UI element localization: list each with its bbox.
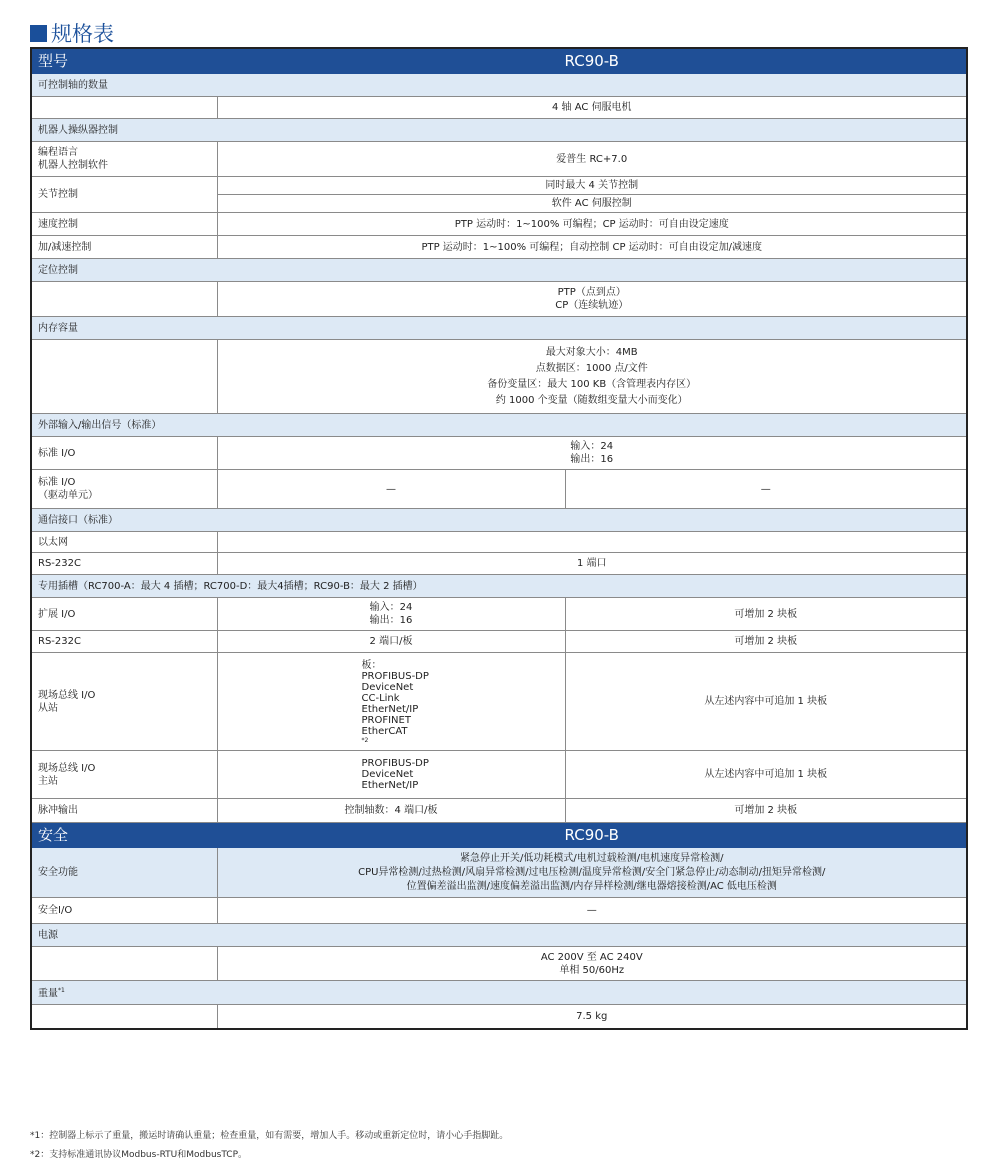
row-value: 从左述内容中可追加 1 块板 [565,653,967,751]
row-value: 控制轴数：4 端口/板 [217,799,565,823]
row-label: 关节控制 [31,177,217,213]
section-title [31,981,967,1005]
row-value: — [217,898,967,924]
row-value: 从左述内容中可追加 1 块板 [565,751,967,799]
label-line: 编程语言 [38,147,78,158]
value-line: 约 1000 个变量（随数组变量大小而变化） [495,394,688,406]
value-line: CC-Link [361,692,400,704]
row-label: 标准 I/O [31,437,217,470]
row-label: RS-232C [31,631,217,653]
value-line: EtherNet/IP [361,780,419,791]
page-title-text: 规格表 [51,22,114,46]
table-row [31,532,967,553]
table-row [31,177,967,195]
label-line: 标准 I/O [38,477,76,488]
table-row [31,282,967,317]
table-row [31,799,967,823]
row-value: 软件 AC 伺服控制 [217,195,967,213]
value-line: 备份变量区：最大 100 KB（含管理表内存区） [487,378,697,390]
row-value: 1 端口 [217,553,967,575]
label-line: 机器人控制软件 [38,160,108,171]
label-line: 现场总线 I/O [38,762,96,774]
value-line: CPU异常检测/过热检测/风扇异常检测/过电压检测/温度异常检测/安全门紧急停止/动态制动/扭矩异常检测/ [358,866,826,878]
table-row [31,848,967,898]
row-value: 可增加 2 块板 [565,598,967,631]
model-value: RC90-B [217,48,967,74]
section-row-axes [31,74,967,97]
row-value: 可增加 2 块板 [565,799,967,823]
section-title: 定位控制 [31,259,967,282]
value-line: EtherCAT [361,725,408,737]
row-value [217,598,565,631]
row-value [217,653,565,751]
row-value: — [217,470,565,509]
weight-title: 重量 [38,988,58,1000]
row-label: 速度控制 [31,213,217,236]
section-row-comm [31,509,967,532]
label-line: 现场总线 I/O [38,689,96,701]
table-row [31,470,967,509]
section-row-manipulator [31,119,967,142]
table-row [31,437,967,470]
section-title: 专用插槽（RC700-A：最大 4 插槽；RC700-D：最大4插槽；RC90-B：最大 2 插槽） [31,575,967,598]
row-label [31,653,217,751]
section-row-slots [31,575,967,598]
row-value [217,532,967,553]
row-label [31,751,217,799]
row-value: 4 轴 AC 伺服电机 [217,97,967,119]
section-title: 机器人操纵器控制 [31,119,967,142]
section-title: 内存容量 [31,317,967,340]
table-row [31,142,967,177]
table-row [31,1005,967,1029]
section-title: 外部输入/输出信号（标准） [31,414,967,437]
row-value: 7.5 kg [217,1005,967,1029]
row-value: PTP 运动时：1~100% 可编程；自动控制 CP 运动时：可自由设定加/减速度 [217,236,967,259]
value-line: PROFINET [361,714,411,726]
value-line: DeviceNet [361,769,414,780]
table-header-row [31,48,967,74]
row-value [217,437,967,470]
row-label: RS-232C [31,553,217,575]
section-title: 通信接口（标准） [31,509,967,532]
row-label: 扩展 I/O [31,598,217,631]
square-bullet-icon [30,25,47,42]
value-line: 位置偏差溢出监测/速度偏差溢出监测/内存异样检测/继电器熔接检测/AC 低电压检测 [406,880,777,892]
row-value [217,751,565,799]
label-line: （驱动单元） [38,490,98,501]
table-row [31,598,967,631]
row-value [217,340,967,414]
value-line: PTP（点到点） [557,287,626,298]
section-row-memory [31,317,967,340]
value-line: EtherNet/IP [361,703,419,715]
section-title: 电源 [31,924,967,947]
row-value: 同时最大 4 关节控制 [217,177,967,195]
value-line: 输出：16 [570,454,614,465]
section-row-external-io [31,414,967,437]
label-line: 主站 [38,775,58,787]
row-label [31,282,217,317]
value-line: PROFIBUS-DP [361,758,429,769]
value-line: DeviceNet [361,681,414,693]
footnote-mark: *1 [58,987,65,995]
value-line: 紧急停止开关/低功耗模式/电机过载检测/电机速度异常检测/ [460,852,724,864]
table-row [31,751,967,799]
row-value: 可增加 2 块板 [565,631,967,653]
value-line: AC 200V 至 AC 240V [540,951,643,963]
section-row-power [31,924,967,947]
row-label [31,142,217,177]
value-line: 最大对象大小：4MB [545,346,638,358]
row-label: 以太网 [31,532,217,553]
row-value: — [565,470,967,509]
table-row [31,213,967,236]
safety-header-label: 安全 [31,823,217,848]
table-row [31,97,967,119]
table-row [31,553,967,575]
row-value: 2 端口/板 [217,631,565,653]
table-row [31,340,967,414]
section-title: 可控制轴的数量 [31,74,967,97]
value-line: 输出：16 [369,615,413,626]
spec-table [30,47,968,1030]
table-row [31,898,967,924]
label-line: 从站 [38,702,58,714]
table-row [31,653,967,751]
section-row-positioning [31,259,967,282]
row-label [31,97,217,119]
footnote-mark: *2 [361,736,369,744]
section-row-weight [31,981,967,1005]
row-value: PTP 运动时：1~100% 可编程；CP 运动时：可自由设定速度 [217,213,967,236]
table-row [31,947,967,981]
row-label [31,340,217,414]
row-value: 爱普生 RC+7.0 [217,142,967,177]
page-title [30,18,114,48]
value-line: 板： [361,659,382,671]
row-label [31,1005,217,1029]
row-label: 加/减速控制 [31,236,217,259]
table-row [31,236,967,259]
value-line: 输入：24 [570,441,614,452]
row-label [31,470,217,509]
footnote-1: *1：控制器上标示了重量，搬运时请确认重量；检查重量，如有需要，增加人手。移动或重新定位时，请小心手指脚趾。 [30,1131,509,1141]
value-line: 输入：24 [369,602,413,613]
row-label: 脉冲输出 [31,799,217,823]
safety-header-value: RC90-B [217,823,967,848]
row-value [217,947,967,981]
value-line: CP（连续轨迹） [555,300,629,311]
safety-header-row [31,823,967,848]
value-line: PROFIBUS-DP [361,670,429,682]
row-value [217,282,967,317]
value-line: 单相 50/60Hz [559,964,625,976]
row-label: 安全I/O [31,898,217,924]
model-label: 型号 [31,48,217,74]
value-line: 点数据区：1000 点/文件 [535,362,648,374]
row-value [217,848,967,898]
table-row [31,631,967,653]
row-label: 安全功能 [31,848,217,898]
footnote-2: *2：支持标准通讯协议Modbus-RTU和ModbusTCP。 [30,1150,248,1160]
row-label [31,947,217,981]
